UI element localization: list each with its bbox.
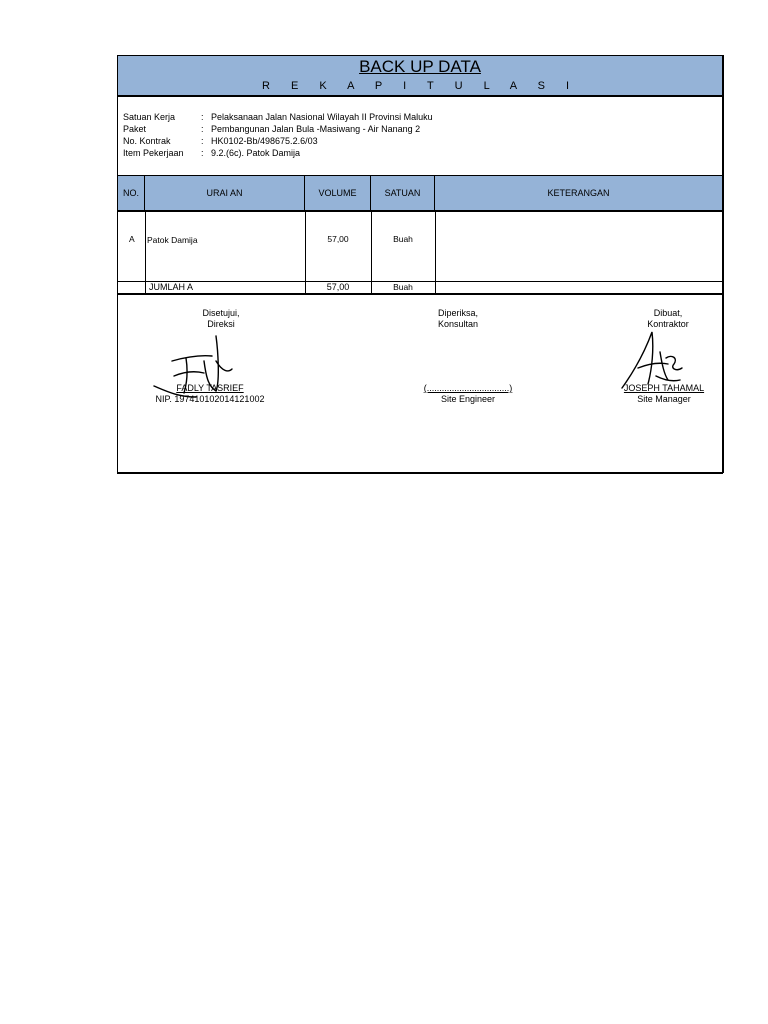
total-volume: 57,00 [326, 282, 350, 292]
info-value: HK0102-Bb/498675.2.6/03 [211, 136, 318, 146]
preparer-title: Site Manager [637, 394, 691, 404]
column-header-no: NO. [118, 176, 145, 210]
reviewer-block [438, 308, 508, 330]
column-header-keterangan: KETERANGAN [547, 188, 610, 198]
info-value: 9.2.(6c). Patok Damija [211, 148, 301, 158]
total-label: JUMLAH A [149, 282, 194, 292]
info-label: Paket [123, 124, 147, 134]
backup-data-sheet [117, 55, 723, 473]
sheet-title: BACK UP DATA [359, 57, 481, 76]
info-label: Satuan Kerja [123, 112, 176, 122]
column-header-satuan: SATUAN [371, 176, 435, 210]
column-header-volume: VOLUME [305, 176, 371, 210]
info-label: No. Kontrak [123, 136, 171, 146]
preparer-name-block [608, 383, 720, 405]
total-row-bottom-border [118, 293, 722, 295]
approver-caption: Disetujui, [202, 308, 240, 318]
reviewer-caption: Diperiksa, [438, 308, 479, 318]
info-row [123, 111, 433, 123]
approver-name: FADLY TASRIEF [176, 383, 244, 393]
reviewer-title: Site Engineer [440, 394, 496, 404]
total-satuan: Buah [393, 282, 413, 292]
info-label: Item Pekerjaan [123, 148, 184, 158]
approver-nip: NIP. 197410102014121002 [155, 394, 265, 404]
approver-block [166, 308, 276, 330]
sheet-subtitle: R E K A P I T U L A S I [261, 80, 579, 92]
column-header-uraian: URAI AN [145, 176, 305, 210]
row-no: A [129, 234, 135, 244]
reviewer-role: Konsultan [438, 319, 479, 329]
info-row [123, 135, 433, 147]
row-volume: 57,00 [327, 234, 349, 244]
preparer-name: JOSEPH TAHAMAL [623, 383, 705, 393]
sheet-header [118, 56, 722, 97]
info-separator: : [201, 124, 204, 134]
reviewer-name: (.................................) [423, 383, 513, 393]
table-header [118, 175, 722, 212]
info-value: Pembangunan Jalan Bula -Masiwang - Air Nanang 2 [211, 124, 421, 134]
contract-info [123, 111, 433, 159]
info-row [123, 123, 433, 135]
info-row [123, 147, 433, 159]
row-uraian: Patok Damija [147, 235, 198, 245]
info-separator: : [201, 112, 204, 122]
reviewer-name-block [403, 383, 533, 405]
info-separator: : [201, 136, 204, 146]
approver-name-block [140, 383, 280, 405]
preparer-caption: Dibuat, [653, 308, 683, 318]
row-satuan: Buah [393, 234, 413, 244]
approver-role: Direksi [207, 319, 235, 329]
info-value: Pelaksanaan Jalan Nasional Wilayah II Provinsi Maluku [211, 112, 433, 122]
preparer-role: Kontraktor [647, 319, 689, 329]
info-separator: : [201, 148, 204, 158]
